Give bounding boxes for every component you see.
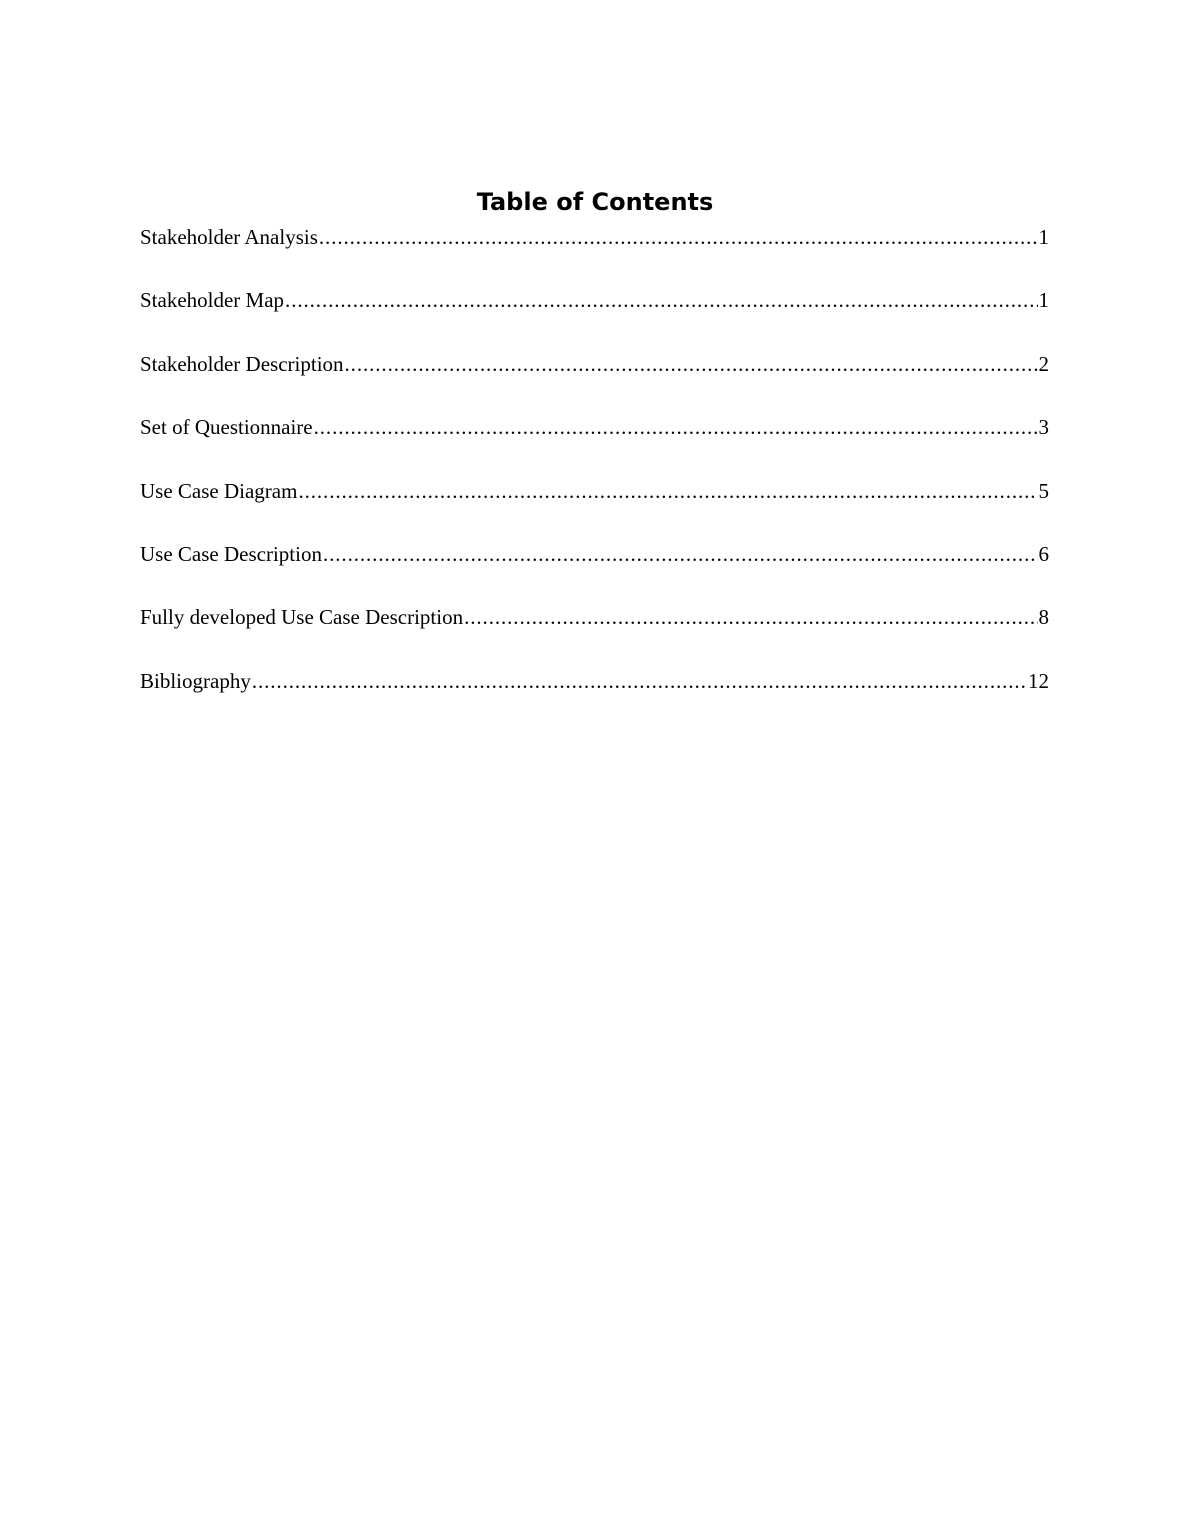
toc-entry-page-number: 3 — [1038, 415, 1049, 440]
toc-dot-leader — [345, 348, 1038, 380]
toc-entry-page-number: 6 — [1038, 541, 1049, 566]
toc-entry-fully-developed-use-case-description[interactable] — [140, 601, 1049, 664]
toc-entry-label: Use Case Diagram — [140, 478, 298, 503]
toc-dot-leader — [298, 475, 1037, 507]
toc-entry-stakeholder-description[interactable] — [140, 348, 1049, 411]
toc-entry-stakeholder-analysis[interactable] — [140, 221, 1049, 284]
toc-entry-label: Set of Questionnaire — [140, 415, 313, 440]
toc-entry-use-case-diagram[interactable] — [140, 475, 1049, 538]
toc-dot-leader — [314, 411, 1038, 443]
toc-entry-page-number: 2 — [1038, 351, 1049, 376]
toc-dot-leader — [252, 665, 1027, 697]
toc-entry-label: Bibliography — [140, 668, 251, 693]
table-of-contents — [140, 221, 1049, 728]
toc-entry-bibliography[interactable] — [140, 665, 1049, 728]
toc-entry-label: Stakeholder Analysis — [140, 225, 318, 249]
toc-entry-stakeholder-map[interactable] — [140, 284, 1049, 347]
toc-entry-page-number: 5 — [1038, 478, 1049, 503]
toc-entry-label: Use Case Description — [140, 541, 322, 566]
toc-entry-page-number: 1 — [1038, 288, 1049, 313]
toc-entry-use-case-description[interactable] — [140, 538, 1049, 601]
toc-entry-label: Stakeholder Map — [140, 288, 285, 313]
toc-entry-label: Stakeholder Description — [140, 351, 344, 376]
toc-dot-leader — [285, 284, 1037, 316]
toc-entry-page-number: 8 — [1038, 605, 1049, 630]
toc-title: Table of Contents — [476, 188, 714, 216]
toc-entry-label: Fully developed Use Case Description — [140, 605, 464, 630]
toc-entry-set-of-questionnaire[interactable] — [140, 411, 1049, 474]
toc-dot-leader — [464, 601, 1037, 633]
toc-dot-leader — [319, 221, 1038, 253]
toc-entry-page-number: 12 — [1028, 668, 1049, 693]
toc-dot-leader — [323, 538, 1038, 570]
toc-entry-page-number: 1 — [1038, 225, 1049, 249]
